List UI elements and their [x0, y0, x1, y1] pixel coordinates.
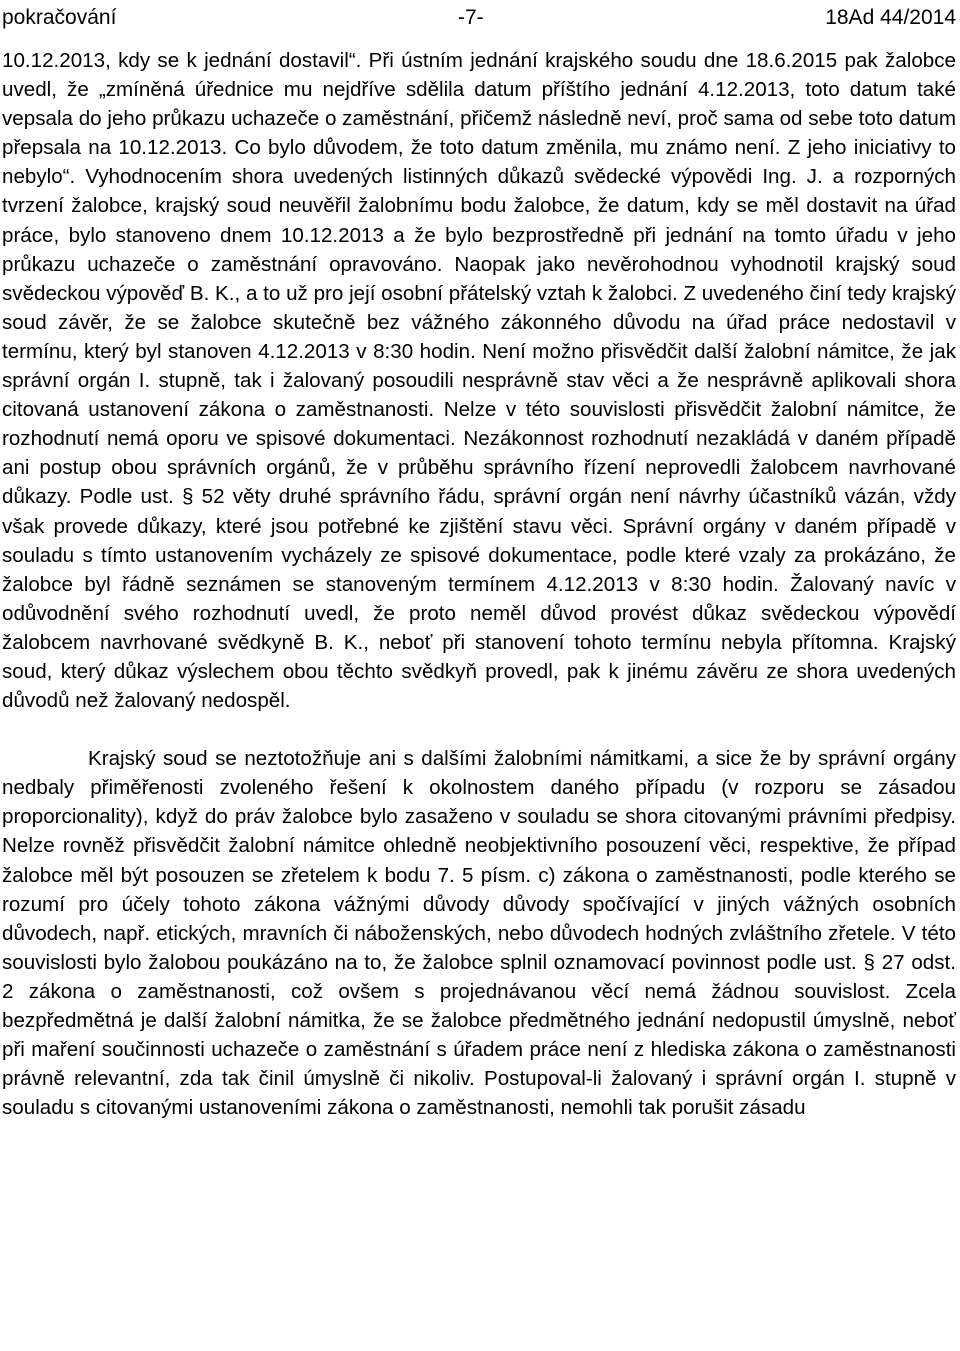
page-header [2, 0, 956, 32]
body-paragraph-2: Krajský soud se neztotožňuje ani s dalšími žalobními námitkami, a sice že by správní orgány nedbaly přiměřenosti zvoleného řešení k okolnostem daného případu (v rozporu se zásadou proporcionality), když do práv žalobce bylo zasaženo v souladu se shora citovanými právními předpisy. Nelze rovněž přisvědčit žalobní námitce ohledně neobjektivního posouzení věci, respektive, že případ žalobce měl být posouzen se zřetelem k bodu 7. 5 písm. c) zákona o zaměstnanosti, podle kterého se rozumí pro účely tohoto zákona vážnými důvody důvody spočívající v jiných vážných osobních důvodech, např. etických, mravních či náboženských, nebo důvodech hodných zvláštního zřetele. V této souvislosti bylo žalobou poukázáno na to, že žalobce splnil oznamovací povinnost podle ust. § 27 odst. 2 zákona o zaměstnanosti, což ovšem s projednávanou věcí nemá žádnou souvislost. Zcela bezpředmětná je další žalobní námitka, že se žalobce předmětného jednání nedopustil úmyslně, neboť při maření součinnosti uchazeče o zaměstnání s úřadem práce není z hlediska zákona o zaměstnanosti právně relevantní, zda tak činil úmyslně či nikoliv. Postupoval-li žalovaný i správní orgán I. stupně v souladu s citovanými ustanoveními zákona o zaměstnanosti, nemohli tak porušit zásadu [2, 747, 956, 1120]
header-continuation-label: pokračování [2, 6, 117, 29]
body-paragraph-1: 10.12.2013, kdy se k jednání dostavil“. Při ústním jednání krajského soudu dne 18.6.2015 pak žalobce uvedl, že „zmíněná úřednice mu nejdříve sdělila datum příštího jednání 4.12.2013, toto datum také vepsala do jeho průkazu uchazeče o zaměstnání, přičemž následně neví, proč sama od sebe toto datum přepsala na 10.12.2013. Co bylo důvodem, že toto datum změnila, mu známo není. Z jeho iniciativy to nebylo“. Vyhodnocením shora uvedených listinných důkazů svědecké výpovědi Ing. J. a rozporných tvrzení žalobce, krajský soud neuvěřil žalobnímu bodu žalobce, že datum, kdy se měl dostavit na úřad práce, bylo stanoveno dnem 10.12.2013 a že bylo bezprostředně při jednání na tomto úřadu v jeho průkazu uchazeče o zaměstnání opravováno. Naopak jako nevěrohodnou vyhodnotil krajský soud svědeckou výpověď B. K., a to už pro její osobní přátelský vztah k žalobci. Z uvedeného činí tedy krajský soud závěr, že se žalobce skutečně bez vážného zákonného důvodu na úřad práce nedostavil v termínu, který byl stanoven 4.12.2013 v 8:30 hodin. Není možno přisvědčit další žalobní námitce, že jak správní orgán I. stupně, tak i žalovaný posoudili nesprávně stav věci a že nesprávně aplikovali shora citovaná ustanovení zákona o zaměstnanosti. Nelze v této souvislosti přisvědčit žalobní námitce, že rozhodnutí nemá oporu ve spisové dokumentaci. Nezákonnost rozhodnutí nezakládá v daném případě ani postup obou správních orgánů, že v průběhu správního řízení neprovedli žalobcem navrhované důkazy. Podle ust. § 52 věty druhé správního řádu, správní orgán není návrhy účastníků vázán, vždy však provede důkazy, které jsou potřebné ke zjištění stavu věci. Správní orgány v daném případě v souladu s tímto ustanovením vycházely ze spisové dokumentace, podle které vzaly za prokázáno, že žalobce byl řádně seznámen se stanoveným termínem 4.12.2013 v 8:30 hodin. Žalovaný navíc v odůvodnění svého rozhodnutí uvedl, že proto neměl důvod provést důkaz svědeckou výpovědí žalobcem navrhované svědkyně B. K., neboť při stanovení tohoto termínu nebyla přítomna. Krajský soud, který důkaz výslechem obou těchto svědkyň provedl, pak k jinému závěru ze shora uvedených důvodů než žalovaný nedospěl. [2, 49, 956, 713]
header-page-number: -7- [457, 6, 484, 29]
header-case-number: 18Ad 44/2014 [825, 6, 956, 29]
